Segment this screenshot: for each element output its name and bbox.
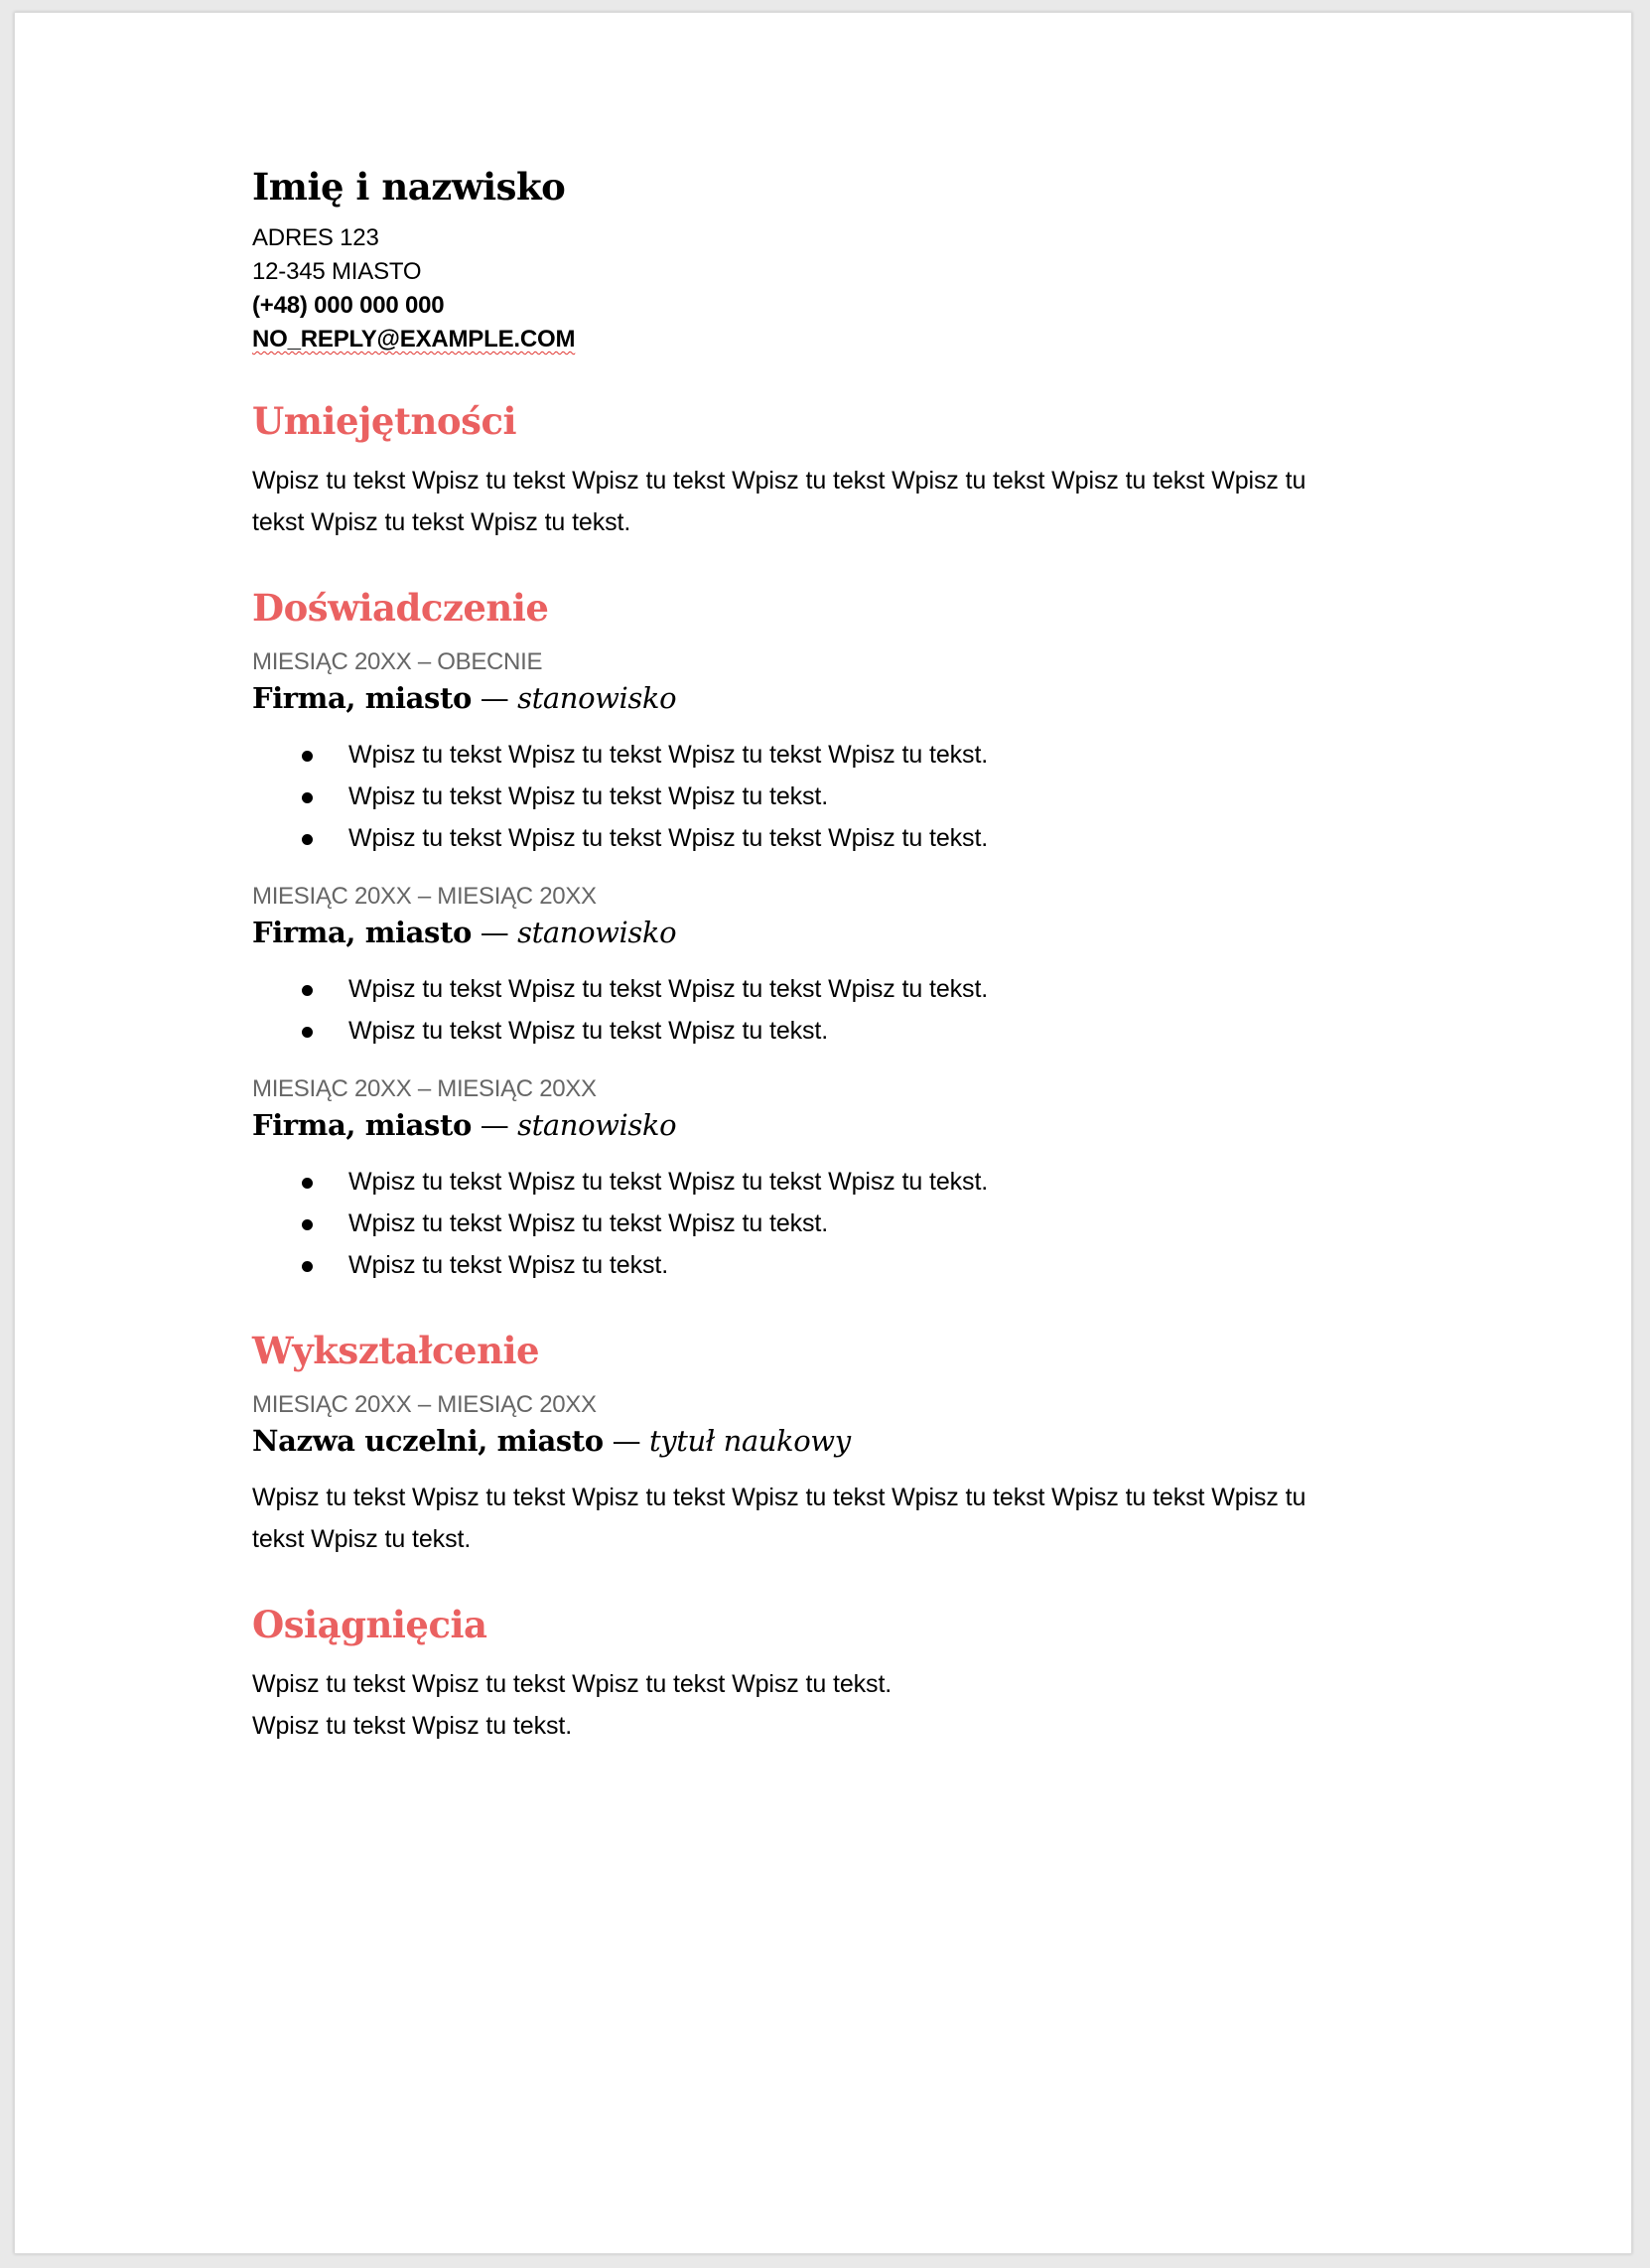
bullet-icon [302, 1027, 313, 1038]
job-dates[interactable]: MIESIĄC 20XX – MIESIĄC 20XX [252, 1075, 597, 1102]
header-block [252, 162, 1404, 356]
education-entry [252, 1389, 1404, 1560]
school-name: Nazwa uczelni, miasto [252, 1424, 604, 1458]
list-item[interactable] [252, 817, 1404, 859]
experience-section [252, 583, 1404, 1286]
list-item-text: Wpisz tu tekst Wpisz tu tekst Wpisz tu tekst Wpisz tu tekst. [348, 741, 989, 769]
address-line-1[interactable]: ADRES 123 [252, 224, 379, 251]
job-separator: — [471, 1108, 518, 1142]
job-company: Firma, miasto [252, 1108, 472, 1142]
job-entry [252, 1073, 1404, 1286]
list-item-text: Wpisz tu tekst Wpisz tu tekst Wpisz tu tekst Wpisz tu tekst. [348, 824, 989, 852]
list-item[interactable] [252, 968, 1404, 1010]
bullet-icon [302, 834, 313, 845]
bullet-icon [302, 1261, 313, 1272]
job-company: Firma, miasto [252, 681, 472, 715]
list-item-text: Wpisz tu tekst Wpisz tu tekst Wpisz tu tekst. [348, 1017, 829, 1045]
job-bullet-list [252, 734, 1404, 859]
job-company: Firma, miasto [252, 916, 472, 949]
list-item[interactable] [252, 1010, 1404, 1052]
education-title[interactable] [252, 1421, 1404, 1461]
list-item-text: Wpisz tu tekst Wpisz tu tekst Wpisz tu tekst Wpisz tu tekst. [348, 1168, 989, 1196]
job-dates[interactable]: MIESIĄC 20XX – MIESIĄC 20XX [252, 883, 597, 910]
email-line [252, 323, 1404, 356]
list-item-text: Wpisz tu tekst Wpisz tu tekst Wpisz tu tekst. [348, 1209, 829, 1237]
list-item[interactable] [252, 1244, 1404, 1286]
job-role: stanowisko [517, 1108, 677, 1142]
section-title-achievements[interactable]: Osiągnięcia [252, 1603, 487, 1646]
education-text-line: tekst Wpisz tu tekst. [252, 1525, 472, 1553]
education-text-line: Wpisz tu tekst Wpisz tu tekst Wpisz tu tekst Wpisz tu tekst Wpisz tu tekst Wpisz tu tekst Wpisz tu [252, 1484, 1306, 1511]
list-item-text: Wpisz tu tekst Wpisz tu tekst. [348, 1251, 669, 1279]
section-title-experience[interactable]: Doświadczenie [252, 586, 549, 630]
job-title[interactable] [252, 678, 1404, 718]
education-section [252, 1326, 1404, 1560]
job-role: stanowisko [517, 681, 677, 715]
achievements-text-line: Wpisz tu tekst Wpisz tu tekst. [252, 1712, 573, 1740]
list-item-text: Wpisz tu tekst Wpisz tu tekst Wpisz tu tekst. [348, 782, 829, 810]
person-name[interactable]: Imię i nazwisko [252, 165, 566, 209]
achievements-section [252, 1600, 1404, 1747]
education-separator: — [603, 1424, 649, 1458]
list-item[interactable] [252, 1161, 1404, 1203]
education-text[interactable] [252, 1477, 1404, 1560]
list-item[interactable] [252, 734, 1404, 776]
job-dates[interactable]: MIESIĄC 20XX – OBECNIE [252, 648, 543, 675]
job-role: stanowisko [517, 916, 677, 949]
resume-content [252, 162, 1404, 1747]
skills-text-line: tekst Wpisz tu tekst Wpisz tu tekst. [252, 508, 631, 536]
bullet-icon [302, 985, 313, 996]
job-entry [252, 881, 1404, 1052]
job-entry [252, 646, 1404, 859]
education-dates[interactable]: MIESIĄC 20XX – MIESIĄC 20XX [252, 1391, 597, 1418]
skills-text-line: Wpisz tu tekst Wpisz tu tekst Wpisz tu tekst Wpisz tu tekst Wpisz tu tekst Wpisz tu tekst Wpisz tu [252, 467, 1306, 495]
skills-section [252, 396, 1404, 543]
bullet-icon [302, 1178, 313, 1189]
phone-number[interactable]: (+48) 000 000 000 [252, 292, 445, 319]
job-title[interactable] [252, 1105, 1404, 1145]
skills-text[interactable] [252, 460, 1404, 543]
achievements-text-line: Wpisz tu tekst Wpisz tu tekst Wpisz tu tekst Wpisz tu tekst. [252, 1670, 893, 1698]
section-title-education[interactable]: Wykształcenie [252, 1329, 540, 1372]
job-separator: — [471, 916, 518, 949]
list-item[interactable] [252, 1203, 1404, 1244]
bullet-icon [302, 751, 313, 762]
job-bullet-list [252, 1161, 1404, 1286]
achievements-text[interactable] [252, 1663, 1404, 1747]
list-item-text: Wpisz tu tekst Wpisz tu tekst Wpisz tu tekst Wpisz tu tekst. [348, 975, 989, 1003]
job-separator: — [471, 681, 518, 715]
bullet-icon [302, 1219, 313, 1230]
section-title-skills[interactable]: Umiejętności [252, 399, 517, 443]
address-line-2[interactable]: 12-345 MIASTO [252, 258, 422, 285]
degree-name: tytuł naukowy [649, 1424, 851, 1458]
document-page [14, 12, 1632, 2254]
job-bullet-list [252, 968, 1404, 1052]
list-item[interactable] [252, 776, 1404, 817]
email-address[interactable]: NO_REPLY@EXAMPLE.COM [252, 326, 576, 353]
bullet-icon [302, 792, 313, 803]
job-title[interactable] [252, 913, 1404, 952]
